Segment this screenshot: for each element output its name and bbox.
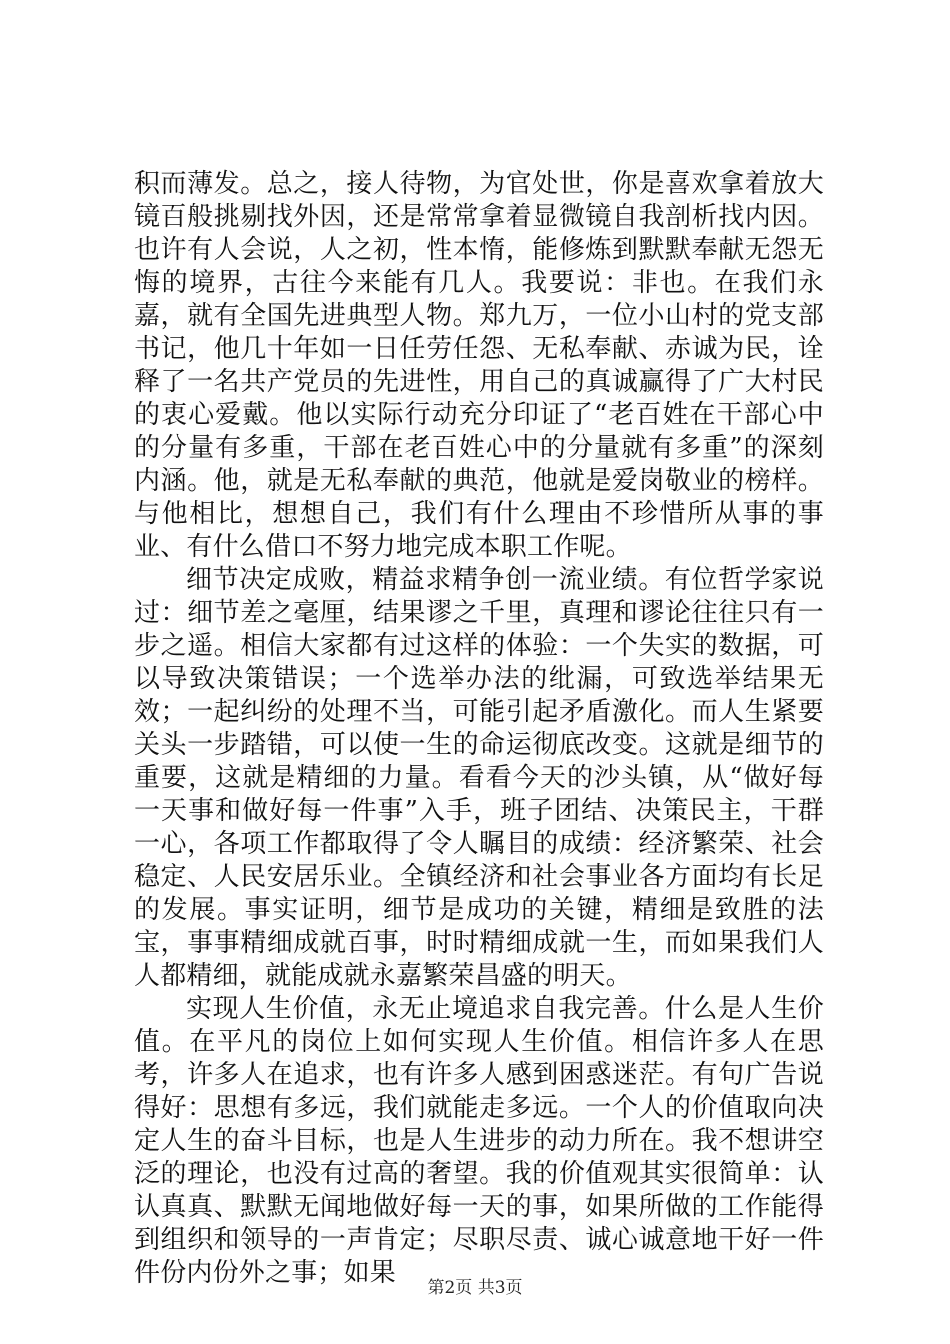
page-footer: 第2页 共3页 [427, 1278, 523, 1298]
paragraph-3: 实现人生价值，永无止境追求自我完善。什么是人生价值。在平凡的岗位上如何实现人生价值。相信许多人在思考，许多人在追求，也有许多人感到困惑迷茫。有句广告说得好：思想有多远，我们就能走多远。一个人的价值取向决定人生的奋斗目标，也是人生进步的动力所在。我不想讲空泛的理论，也没有过高的奢望。我的价值观其实很简单：认认真真、默默无闻地做好每一天的事，如果所做的工作能得到组织和领导的一声肯定；尽职尽责、诚心诚意地干好一件件份内份外之事；如果 [134, 994, 824, 1288]
paragraph-2: 细节决定成败，精益求精争创一流业绩。有位哲学家说过：细节差之毫厘，结果谬之千里，真理和谬论往往只有一步之遥。相信大家都有过这样的体验：一个失实的数据，可以导致决策错误；一个选举办法的纰漏，可致选举结果无效；一起纠纷的处理不当，可能引起矛盾激化。而人生紧要关头一步踏错，可以使一生的命运彻底改变。这就是细节的重要，这就是精细的力量。看看今天的沙头镇，从“做好每一天事和做好每一件事”入手，班子团结、决策民主，干群一心，各项工作都取得了令人瞩目的成绩：经济繁荣、社会稳定、人民安居乐业。全镇经济和社会事业各方面均有长足的发展。事实证明，细节是成功的关键，精细是致胜的法宝，事事精细成就百事，时时精细成就一生，而如果我们人人都精细，就能成就永嘉繁荣昌盛的明天。 [134, 565, 824, 991]
body-text [134, 168, 824, 1290]
paragraph-1: 积而薄发。总之，接人待物，为官处世，你是喜欢拿着放大镜百般挑剔找外因，还是常常拿着显微镜自我剖析找内因。也许有人会说，人之初，性本惰，能修炼到默默奉献无怨无悔的境界，古往今来能有几人。我要说：非也。在我们永嘉，就有全国先进典型人物。郑九万，一位小山村的党支部书记，他几十年如一日任劳任怨、无私奉献、赤诚为民，诠释了一名共产党员的先进性，用自己的真诚赢得了广大村民的衷心爱戴。他以实际行动充分印证了“老百姓在干部心中的分量有多重，干部在老百姓心中的分量就有多重”的深刻内涵。他，就是无私奉献的典范，他就是爱岗敬业的榜样。与他相比，想想自己，我们有什么理由不珍惜所从事的事业、有什么借口不努力地完成本职工作呢。 [134, 169, 824, 562]
